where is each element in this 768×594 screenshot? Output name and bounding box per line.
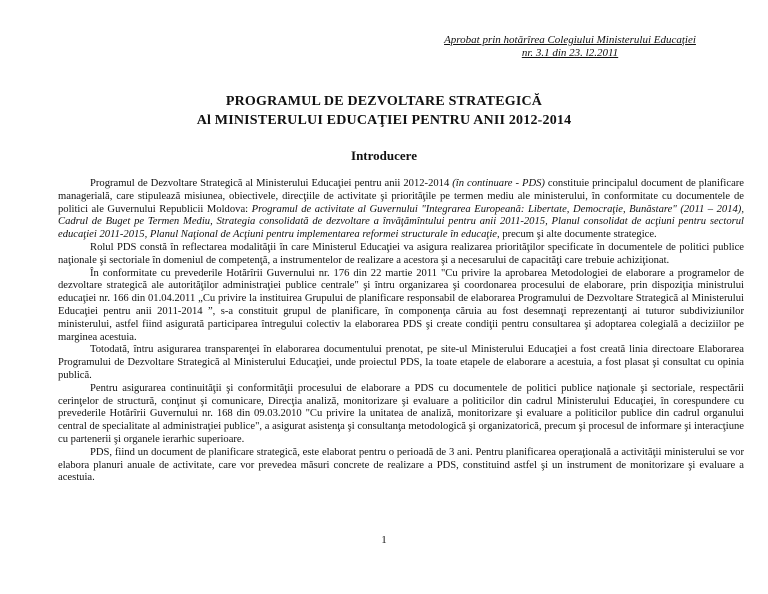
title-line-2: Al MINISTERULUI EDUCAŢIEI PENTRU ANII 2012-2014: [196, 113, 572, 128]
paragraph-1-italic-d: Programul de activitate al Guvernului "Integrarea Europeană: Libertate, Democraţie, Bunăstare" (2011 – 2014), Cadrul de Buget pe Termen Mediu, Strategia consolidată de dezvoltare a învăţămîntului pentru anii 2011-2015, Planul consolidat de acţiuni pentru sectorul educaţiei 2011-2015, Planul Naţional de Acţiuni pentru implementarea reformei structurale în educaţie: [58, 203, 744, 241]
paragraph-1-text-e: , precum şi alte documente strategice.: [496, 229, 657, 241]
section-heading: Introducere: [351, 148, 417, 163]
approval-line-2: nr. 3.1 din 23. l2.2011: [521, 47, 619, 59]
paragraph-1-text-a: Programul de Dezvoltare Strategică al Ministerului Educaţiei pentru anii 2012-2014: [90, 178, 453, 189]
approval-note: [380, 34, 760, 60]
title-line-1: PROGRAMUL DE DEZVOLTARE STRATEGICĂ: [225, 94, 543, 109]
approval-line-1: Aprobat prin hotărîrea Colegiului Ministerului Educaţiei: [444, 34, 696, 46]
paragraph-1-italic-b: (în continuare - PDS): [452, 178, 545, 189]
page-number: 1: [381, 534, 387, 546]
paragraph-6: PDS, fiind un document de planificare strategică, este elaborat pentru o perioadă de 3 ani. Pentru planificarea operaţională a activităţii ministerului se vor elabora planuri anuale de activitate, care vor prevedea măsuri concrete de realizare a PDS, constituind astfel şi un instrument de monitorizare şi evaluare a acestuia.: [58, 446, 744, 484]
paragraph-1-text-c: constituie principalul document de planificare managerială, care stipulează misiunea, obiectivele, direcţiile de activitate şi priorităţile pe termen mediu ale ministerului, în conformitate cu documentele de politici ale Guvernului Republicii Moldova:: [58, 178, 745, 215]
paragraph-1: [58, 178, 744, 242]
paragraph-3: În conformitate cu prevederile Hotărîrii Guvernului nr. 176 din 22 martie 2011 "Cu privire la aprobarea Metodologiei de elaborare a programelor de dezvoltare strategică ale autorităţilor administraţiei publice centrale" şi întru organizarea şi coordonarea procesului de elaborare, prin dispoziţia ministrului educaţiei nr. 166 din 01.04.2011 „Cu privire la instituirea Grupului de planificare responsabil de elaborarea Programului de Dezvoltare Strategică al Ministerului Educaţiei pentru anii 2011-2014 ”, s-a constituit grupul de planificare, în componenţa căruia au fost desemnaţi reprezentanţi ai tuturor subdiviziunilor ministerului, astfel fiind asigurată participarea întregului colectiv la elaborarea PDS şi create condiţii pentru consultarea şi adoptarea colegială a deciziilor pe marginea acestuia.: [58, 267, 744, 343]
document-title: [0, 92, 768, 130]
paragraph-4: Totodată, întru asigurarea transparenţei în elaborarea documentului prenotat, pe site-ul Ministerului Educaţiei a fost creată linia directoare Elaborarea Programului de Dezvoltare Strategică al Ministerului Educaţiei, unde proiectul PDS, la toate etapele de elaborare a acestuia, a fost plasat şi consultat cu opinia publică.: [58, 344, 744, 381]
document-body: [58, 178, 744, 485]
paragraph-5: Pentru asigurarea continuităţii şi conformităţii procesului de elaborare a PDS cu documentele de politici publice naţionale şi sectoriale, respectării cerinţelor de structură, conţinut şi comunicare, Direcţia analiză, monitorizare şi evaluare a politicilor din cadrul Ministerului Educaţiei, în corespundere cu prevederile Hotărîrii Guvernului nr. 168 din 09.03.2010 "Cu privire la unitatea de analiză, monitorizare şi evaluare a politicilor publice din cadrul organului central de specialitate al administraţiei publice", a asigurat asistenţa şi consultanţa metodologică şi organizatorică, precum şi procesul de informare şi interacţiune cu partenerii şi organele ierarhic superioare.: [58, 382, 744, 445]
paragraph-2: Rolul PDS constă în reflectarea modalităţii în care Ministerul Educaţiei va asigura realizarea priorităţilor specificate în documentele de politici publice naţionale şi sectoriale în domeniul de competenţă, a instrumentelor de realizare a acestora şi a necesarului de capacităţi care trebuie achiziţionat.: [58, 241, 744, 266]
